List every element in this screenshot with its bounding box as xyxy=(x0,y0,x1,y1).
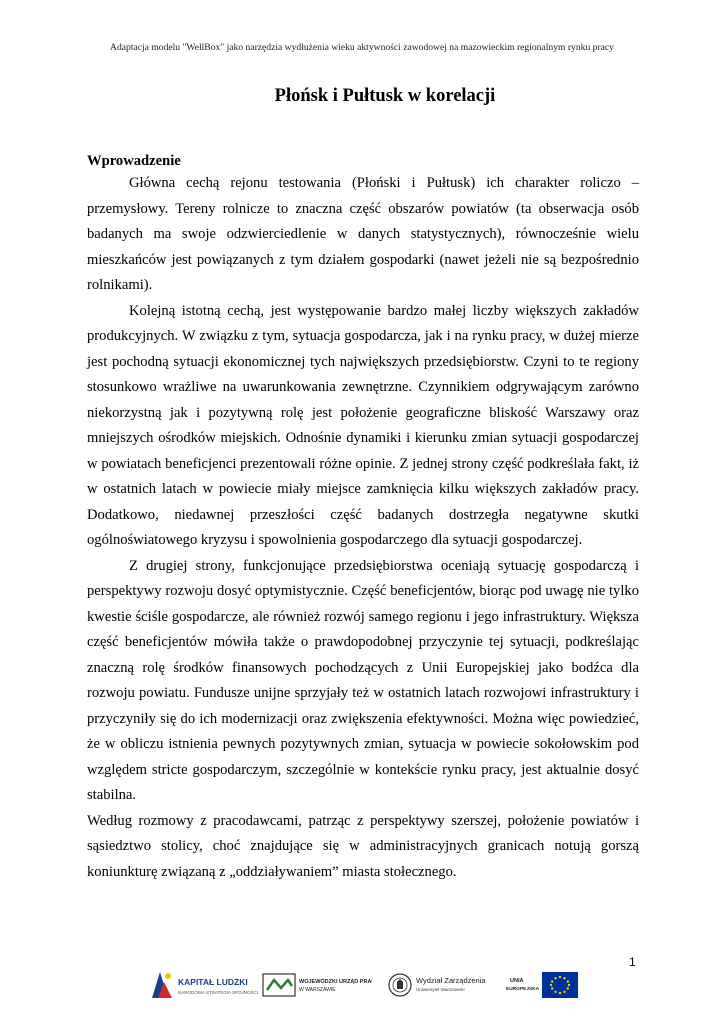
paragraph-3: Z drugiej strony, funkcjonujące przedsiębiorstwa oceniają sytuację gospodarczą i perspektywy rozwoju dosyć optymistycznie. Część beneficjentów, biorąc pod uwagę nie tylko kwestie ściśle gospodarcze, ale również rozwój samego regionu i jego infrastruktury. Większa część beneficjentów mówiła także o prawdopodobnej przyczynie tej sytuacji, podkreślając znaczną rolę środków finansowych pochodzących z Unii Europejskiej jako bodźca dla rozwoju powiatu. Fundusze unijne sprzyjały też w ostatnich latach rozwojowi infrastruktury i przyczyniły się do ich modernizacji oraz zwiększenia efektywności. Można więc powiedzieć, że w obliczu istnienia pewnych pozytywnych zmian, sytuacja w powiecie sokołowskim pod względem stricte gospodarczym, szczególnie w kontekście rynku pracy, jest aktualnie dosyć stabilna. xyxy=(87,557,639,803)
wup-logo xyxy=(262,968,372,1002)
section-heading: Wprowadzenie xyxy=(87,153,181,169)
footer-logos xyxy=(150,968,580,1004)
page-number: 1 xyxy=(629,955,636,969)
eu-logo xyxy=(506,968,580,1002)
svg-text:NARODOWA STRATEGIA SPÓJNOŚCI: NARODOWA STRATEGIA SPÓJNOŚCI xyxy=(178,990,258,995)
document-body xyxy=(87,151,639,885)
svg-text:W WARSZAWIE: W WARSZAWIE xyxy=(299,987,336,993)
paragraph-4: Według rozmowy z pracodawcami, patrząc z perspektywy szerszej, położenie powiatów i sąsiedztwo stolicy, choć znajdujące się w administracyjnych granicach notują gorszą koniunkturę związaną z „oddziaływaniem” miasta stołecznego. xyxy=(87,812,639,880)
svg-text:WOJEWÓDZKI URZĄD PRACY: WOJEWÓDZKI URZĄD PRACY xyxy=(299,979,372,985)
svg-text:Uniwersytet Warszawski: Uniwersytet Warszawski xyxy=(416,987,465,992)
svg-text:EUROPEJSKA: EUROPEJSKA xyxy=(506,987,540,992)
paragraph-1: Główna cechą rejonu testowania (Płoński i Pułtusk) ich charakter roliczo – przemysłowy. Tereny rolnicze to znaczna część obszarów powiatów (ta obserwacja osób badanych ma swoje odzwierciedlenie w danych statystycznych), równocześnie wielu mieszkańców jest powiązanych z tym działem gospodarki (nawet jeżeli nie są bezpośrednio rolnikami). xyxy=(87,175,639,293)
running-header: Adaptacja modelu "WellBox" jako narzędzia wydłużenia wieku aktywności zawodowej na mazowieckim regionalnym rynku pracy xyxy=(110,42,614,53)
svg-text:UNIA: UNIA xyxy=(510,978,524,984)
page-title: Płońsk i Pułtusk w korelacji xyxy=(274,86,496,106)
paragraph-2: Kolejną istotną cechą, jest występowanie bardzo małej liczby większych zakładów produkcyjnych. W związku z tym, sytuacja gospodarcza, jak i na rynku pracy, w dużej mierze jest pochodną sytuacji ekonomicznej tych największych przedsiębiorstw. Czyni to te regiony stosunkowo wrażliwe na uwarunkowania zewnętrzne. Czynnikiem odgrywającym zarówno niekorzystną jak i pozytywną rolę jest położenie geograficzne bliskość Warszawy oraz mniejszych ośrodków miejskich. Odnośnie dynamiki i kierunku zmian sytuacji gospodarczej w powiatach beneficjenci prezentowali różne opinie. Z jednej strony część podkreślała fakt, iż w ostatnich latach w powiecie miały miejsce zamknięcia kilku większych zakładów pracy. Dodatkowo, niedawnej przeszłości część badanych dostrzegła negatywne skutki ogólnoświatowego kryzysu i spowolnienia gospodarczego dla sytuacji gospodarczej. xyxy=(87,302,639,548)
svg-text:Wydział Zarządzenia: Wydział Zarządzenia xyxy=(416,976,486,985)
svg-text:KAPITAŁ LUDZKI: KAPITAŁ LUDZKI xyxy=(178,977,248,987)
kapital-ludzki-logo xyxy=(150,968,258,1002)
wydzial-zarzadzania-logo xyxy=(388,968,508,1002)
